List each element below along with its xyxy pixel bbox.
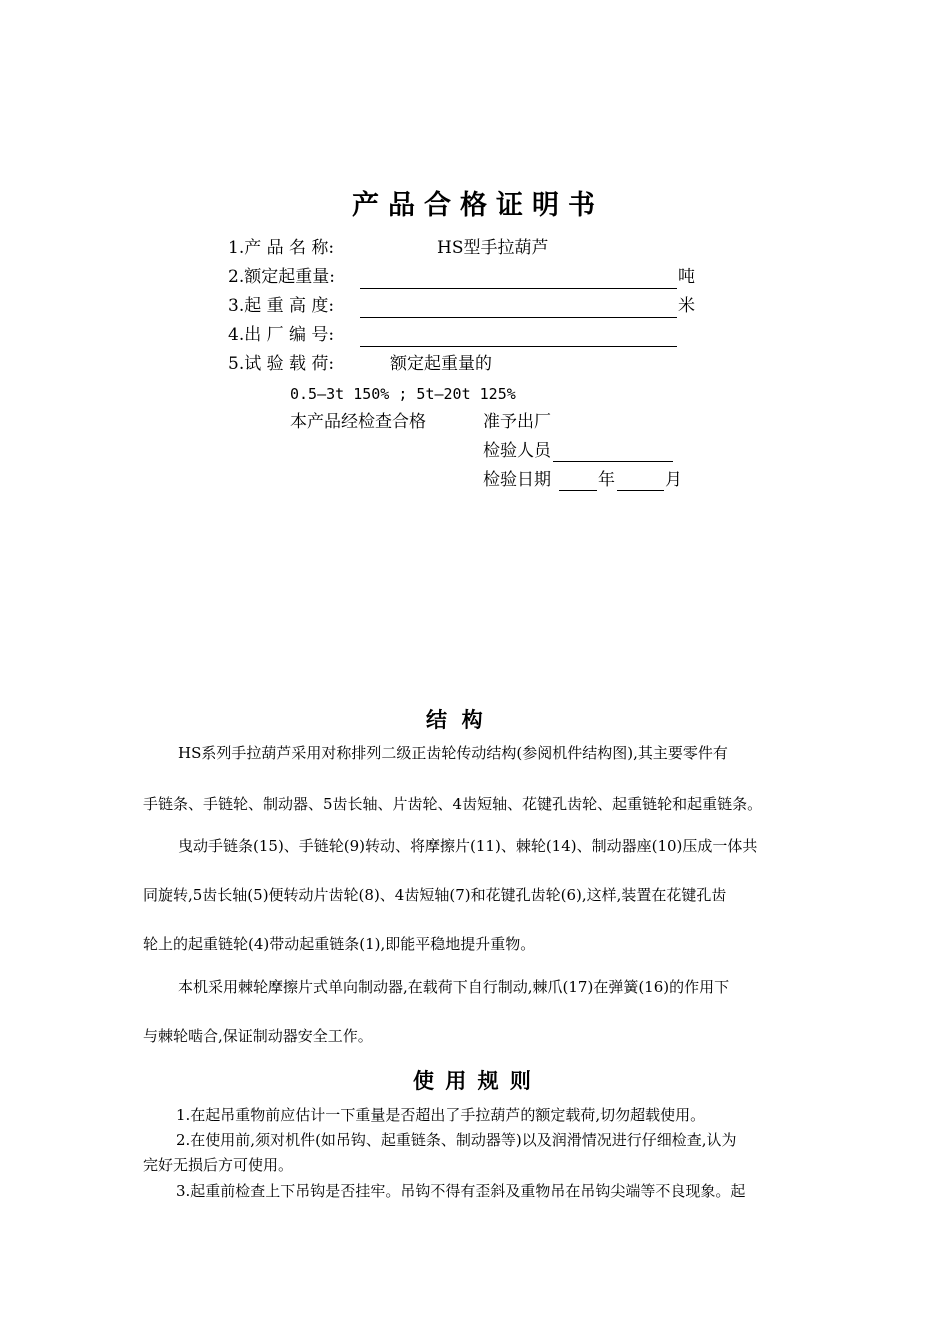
inspector-label: 检验人员 [483,441,551,461]
structure-p3-line1: 本机采用棘轮摩擦片式单向制动器,在载荷下自行制动,棘爪(17)在弹簧(16)的作用下 [178,978,730,996]
structure-p2-line1: 曳动手链条(15)、手链轮(9)转动、将摩擦片(11)、棘轮(14)、制动器座(10)压成一体共 [178,837,758,855]
rules-heading: 使 用 规 则 [413,1069,533,1093]
month-label: 月 [665,470,682,490]
year-field [559,472,597,491]
rule-1: 1.在起吊重物前应估计一下重量是否超出了手拉葫芦的额定载荷,切勿超载使用。 [176,1106,706,1124]
rated-load-field [360,270,677,289]
serial-field [360,328,677,347]
lift-height-label: 3.起 重 高 度: [228,296,335,316]
structure-p3-line2: 与棘轮啮合,保证制动器安全工作。 [143,1027,373,1045]
rated-load-label: 2.额定起重量: [228,267,335,287]
date-label: 检验日期 [483,470,551,490]
structure-p1-line2: 手链条、手链轮、制动器、5齿长轴、片齿轮、4齿短轴、花键孔齿轮、起重链轮和起重链条。 [143,795,763,813]
serial-label: 4.出 厂 编 号: [228,325,335,345]
structure-p1-line1: HS系列手拉葫芦采用对称排列二级正齿轮传动结构(参阅机件结构图),其主要零件有 [178,744,728,762]
year-label: 年 [598,470,615,490]
inspector-field [553,443,673,462]
structure-p2-line2: 同旋转,5齿长轴(5)便转动片齿轮(8)、4齿短轴(7)和花键孔齿轮(6),这样,装置在花键孔齿 [143,886,727,904]
month-field [617,472,664,491]
product-name-value: HS型手拉葫芦 [437,238,549,258]
lift-height-field [360,299,677,318]
structure-p2-line3: 轮上的起重链轮(4)带动起重链条(1),即能平稳地提升重物。 [143,935,536,953]
test-load-detail: 0.5—3t 150% ; 5t—20t 125% [290,385,516,403]
structure-heading: 结 构 [426,708,483,732]
inspection-passed: 本产品经检查合格 [290,412,426,432]
product-name-label: 1.产 品 名 称: [228,238,335,258]
lift-height-unit: 米 [678,296,695,316]
rated-load-unit: 吨 [678,267,695,287]
certificate-title: 产品合格证明书 [352,190,604,221]
rule-2-line2: 完好无损后方可使用。 [143,1156,294,1174]
rule-3-line1: 3.起重前检查上下吊钩是否挂牢。吊钩不得有歪斜及重物吊在吊钩尖端等不良现象。起 [176,1182,746,1200]
test-load-label: 5.试 验 载 荷: [228,354,335,374]
release-approved: 准予出厂 [483,412,551,432]
test-load-value: 额定起重量的 [390,354,492,374]
rule-2-line1: 2.在使用前,须对机件(如吊钩、起重链条、制动器等)以及润滑情况进行仔细检查,认为 [176,1131,737,1149]
